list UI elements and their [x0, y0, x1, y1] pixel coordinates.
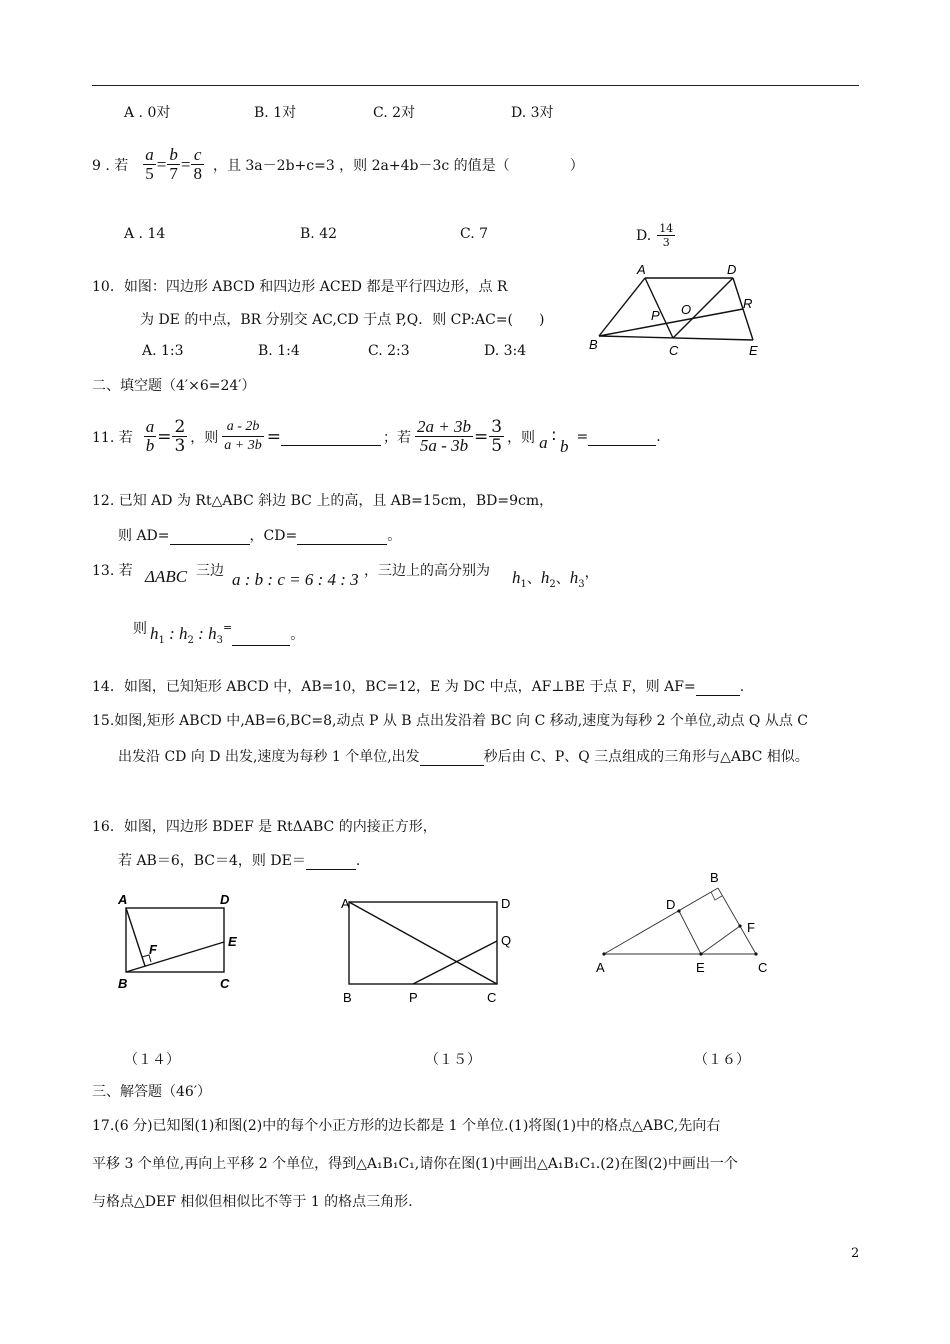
q13-ratio: a : b : c = 6 : 4 : 3	[232, 570, 359, 589]
q13-line2: 则	[133, 621, 147, 637]
q15-line1: 15.如图,矩形 ABCD 中,AB=6,BC=8,动点 P 从 B 点出发沿着 BC 向 C 移动,速度为每秒 2 个单位,动点 Q 从点 C	[92, 713, 809, 729]
q15-blank[interactable]	[420, 749, 484, 766]
q10-line1: 10．如图：四边形 ABCD 和四边形 ACED 都是平行四边形，点 R	[92, 279, 508, 295]
section2-heading: 二、填空题（4′×6=24′）	[92, 378, 256, 394]
caption-14: （１４）	[124, 1052, 180, 1068]
fig15-seg-AC	[349, 902, 497, 984]
q16-blank[interactable]	[306, 853, 356, 870]
fig14-label-A: A	[118, 892, 128, 907]
q12-line1: 12. 已知 AD 为 Rt△ABC 斜边 BC 上的高，且 AB=15cm，BD=9cm，	[92, 493, 554, 509]
q11-frac-35: $\frac{3}{5}$	[491, 417, 503, 456]
q9-frac-b: $\frac{b}{7}$	[169, 145, 178, 183]
fig15	[335, 890, 525, 1008]
q9-frac-c: $\frac{c}{8}$	[193, 145, 202, 183]
fig16-point-A	[602, 952, 605, 955]
q13-blank[interactable]	[232, 631, 290, 646]
fig14-seg-BE	[126, 942, 224, 972]
q10-label-D: D	[727, 262, 737, 277]
fig16-seg-DE	[679, 911, 701, 954]
q11-blank-1[interactable]	[281, 427, 381, 446]
q13-number: 13. 若	[92, 563, 133, 579]
fig16-label-D: D	[666, 897, 676, 912]
fig14-label-D: D	[220, 892, 230, 907]
fig16-point-F	[738, 924, 741, 927]
q11-question: 11. 若 $\frac{a}{b}$ = $\frac{2}{3}$ ，则 $\frac{a - 2b}{a + 3b}$ = ；若 $\frac{2a + 3b}{5a - 3b}$ = $\frac{3}{5}$ ，则 a ∶ b = .	[92, 417, 661, 456]
q9-option-d: D. $\frac{14}{3}$	[636, 222, 674, 249]
q9-frac-a: $\frac{a}{5}$	[145, 145, 154, 183]
q13-triangle: ΔABC	[145, 567, 188, 586]
q9-option-a: A . 14	[124, 226, 166, 242]
header-rule	[92, 85, 859, 86]
fig16-point-C	[754, 952, 757, 955]
q10-label-P: P	[651, 308, 660, 323]
fig16-label-F: F	[747, 920, 755, 935]
q14-blank[interactable]	[696, 679, 740, 696]
q10-option-d: D. 3:4	[484, 343, 527, 359]
fig14-label-E: E	[228, 934, 237, 949]
section3-heading: 三、解答题（46′）	[92, 1084, 211, 1100]
q10-label-R: R	[743, 296, 753, 311]
q8-option-b: B. 1对	[254, 105, 297, 121]
fig16-seg-EF	[701, 926, 740, 954]
q13-h-list: $h_1$、$h_2$、$h_3$，	[512, 565, 599, 590]
q9-option-d-frac: $\frac{14}{3}$	[659, 222, 674, 249]
q17-line1: 17.(6 分)已知图(1)和图(2)中的每个小正方形的边长都是 1 个单位.(1)将图(1)中的格点△ABC,先向右	[92, 1118, 721, 1134]
q11-frac-23: $\frac{2}{3}$	[174, 417, 186, 456]
q10-label-C: C	[669, 343, 679, 358]
q13-sides: 三边	[196, 563, 224, 579]
q10-seg-BR	[599, 309, 743, 336]
fig16	[590, 868, 780, 980]
fig15-label-B: B	[343, 990, 352, 1005]
q13-heights: ，三边上的高分别为	[364, 563, 490, 579]
caption-15: （１５）	[425, 1052, 481, 1068]
q10-label-B: B	[589, 337, 598, 352]
fig16-seg-AB	[604, 888, 718, 954]
q9-option-b: B. 42	[300, 226, 338, 242]
q8-option-d: D. 3对	[511, 105, 554, 121]
q14-question: 14．如图，已知矩形 ABCD 中，AB=10，BC=12，E 为 DC 中点，AF⊥BE 于点 F，则 AF= .	[92, 679, 745, 695]
q8-option-c: C. 2对	[373, 105, 416, 121]
q12-line2: 则 AD= ，CD= 。	[118, 528, 402, 544]
q11-frac-expr: $\frac{a - 2b}{a + 3b}$	[224, 419, 262, 453]
q9-number: 9 . 若	[92, 157, 129, 174]
q11-frac-ab: $\frac{a}{b}$	[145, 417, 155, 455]
q13-h-ratio: $h_1$ : $h_2$ : $h_3^=$ 。	[150, 621, 305, 646]
fig16-label-A: A	[596, 960, 605, 975]
fig15-label-P: P	[409, 990, 418, 1005]
q17-line3: 与格点△DEF 相似但相似比不等于 1 的格点三角形.	[92, 1194, 413, 1210]
fig16-label-E: E	[696, 960, 705, 975]
fig15-label-Q: Q	[501, 933, 512, 948]
q10-option-b: B. 1:4	[258, 343, 300, 359]
q10-option-c: C. 2:3	[368, 343, 410, 359]
fig16-point-D	[677, 909, 680, 912]
q8-option-a: A . 0对	[124, 105, 171, 121]
fig14-label-C: C	[220, 976, 230, 991]
q10-line2: 为 DE 的中点，BR 分别交 AC,CD 于点 P,Q．则 CP:AC=( )	[140, 312, 545, 328]
q10-seg-BE	[599, 336, 753, 340]
q10-seg-AB	[599, 278, 645, 336]
q10-figure	[585, 262, 775, 362]
q10-label-A: A	[637, 262, 646, 277]
q11-blank-2[interactable]	[588, 427, 656, 446]
fig14-label-F: F	[149, 942, 157, 957]
fig14-rect	[126, 908, 224, 972]
fig14-label-B: B	[118, 976, 128, 991]
fig15-label-C: C	[487, 990, 497, 1005]
caption-16: （１６）	[694, 1052, 750, 1068]
fig16-label-B: B	[710, 870, 719, 885]
page-number: 2	[851, 1246, 860, 1261]
q12-blank-cd[interactable]	[297, 528, 387, 545]
q12-blank-ad[interactable]	[170, 528, 250, 545]
q11-frac-expr2: $\frac{2a + 3b}{5a - 3b}$	[417, 417, 471, 455]
q15-line2: 出发沿 CD 向 D 出发,速度为每秒 1 个单位,出发 秒后由 C、P、Q 三点组成的三角形与△ABC 相似。	[118, 749, 809, 765]
fig14	[112, 890, 247, 995]
q16-line2: 若 AB＝6，BC＝4，则 DE＝ .	[118, 853, 361, 869]
fig16-right-angle	[711, 892, 722, 900]
q10-label-O: O	[681, 302, 692, 317]
fig15-label-D: D	[501, 896, 511, 911]
q10-label-E: E	[749, 343, 758, 358]
fig16-point-E	[699, 952, 702, 955]
q16-line1: 16．如图，四边形 BDEF 是 RtΔABC 的内接正方形，	[92, 819, 437, 835]
q9-text: ，且 3a－2b+c=3 ，则 2a+4b－3c 的值是（	[212, 157, 510, 174]
q10-option-a: A. 1:3	[142, 343, 184, 359]
fig16-label-C: C	[758, 960, 768, 975]
q9-question: 9 . 若 $\frac{a}{5}$ = $\frac{b}{7}$ = $\frac{c}{8}$ ，且 3a－2b+c=3 ，则 2a+4b－3c 的值是（ ）	[92, 145, 584, 183]
q17-line2: 平移 3 个单位,再向上平移 2 个单位，得到△A₁B₁C₁,请你在图(1)中画出△A₁B₁C₁.(2)在图(2)中画出一个	[92, 1156, 738, 1172]
q9-option-c: C. 7	[460, 226, 489, 242]
fig15-label-A: A	[341, 896, 350, 911]
